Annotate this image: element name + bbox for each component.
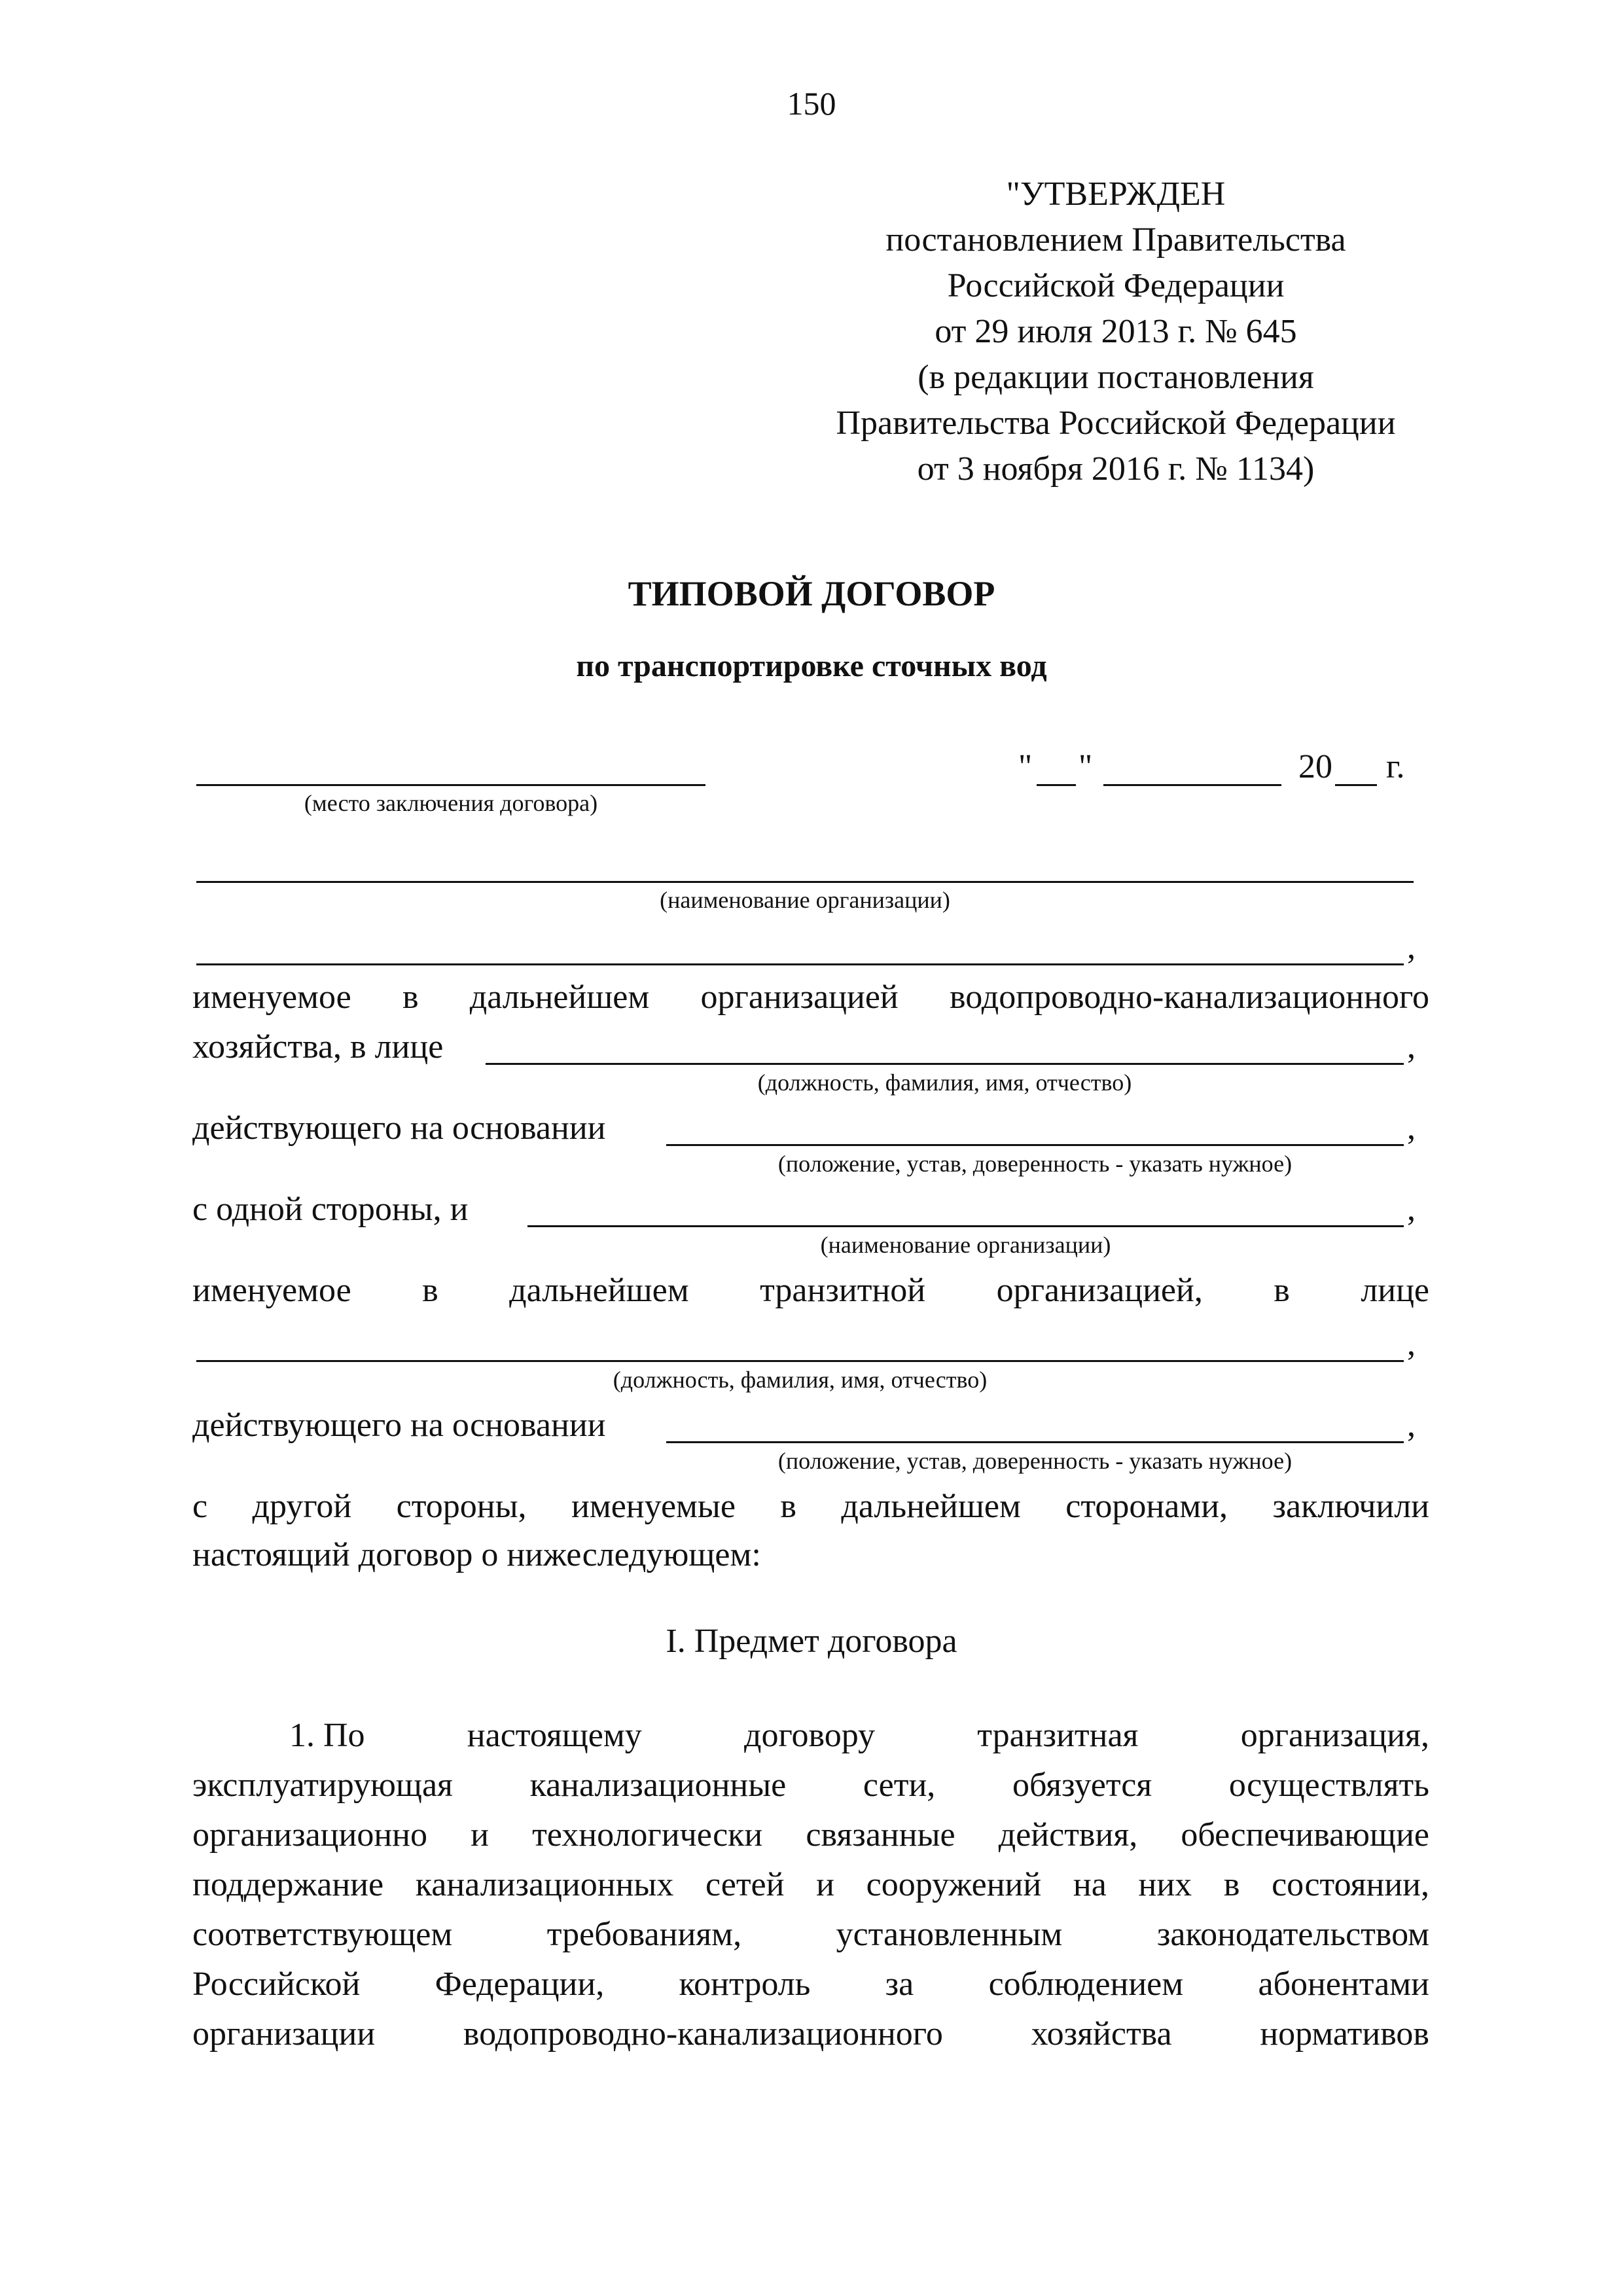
word: хозяйства bbox=[1031, 2015, 1172, 2053]
word: Федерации, bbox=[435, 1965, 605, 2003]
word: водопроводно-канализационного bbox=[463, 2015, 943, 2053]
word: транзитной bbox=[760, 1272, 926, 1309]
acting-basis-label-2: действующего на основании bbox=[192, 1407, 606, 1444]
approval-line: от 29 июля 2013 г. № 645 bbox=[935, 313, 1297, 350]
word: организации bbox=[192, 2015, 376, 2053]
paragraph-line bbox=[192, 1814, 1429, 1856]
person-blank-line bbox=[486, 1063, 1404, 1065]
org-name-continued-line bbox=[196, 963, 1404, 965]
word: транзитная bbox=[977, 1717, 1139, 1754]
word: в bbox=[1274, 1272, 1290, 1309]
approval-block bbox=[766, 171, 1466, 492]
basis-blank-line bbox=[666, 1144, 1404, 1146]
section-heading: I. Предмет договора bbox=[666, 1623, 957, 1660]
approval-line: Российской Федерации bbox=[947, 267, 1285, 304]
word: законодательством bbox=[1156, 1916, 1429, 1953]
word: 1. По bbox=[289, 1717, 365, 1754]
word: за bbox=[885, 1965, 914, 2003]
org-name-blank-line bbox=[196, 881, 1414, 883]
year-blank-line bbox=[1335, 784, 1377, 786]
approval-line: от 3 ноября 2016 г. № 1134) bbox=[917, 450, 1315, 488]
word: соблюдением bbox=[988, 1965, 1184, 2003]
word: стороны, bbox=[396, 1488, 527, 1525]
word: и bbox=[816, 1866, 834, 1903]
word: осуществлять bbox=[1228, 1767, 1429, 1804]
word: технологически bbox=[532, 1816, 763, 1854]
basis-caption: (положение, устав, доверенность - указать нужное) bbox=[777, 1151, 1293, 1177]
place-caption: (место заключения договора) bbox=[304, 790, 598, 816]
word: в bbox=[422, 1272, 438, 1309]
word: контроль bbox=[679, 1965, 811, 2003]
paragraph-line bbox=[289, 1715, 1429, 1757]
month-blank-line bbox=[1103, 784, 1281, 786]
word: Российской bbox=[192, 1965, 361, 2003]
date-quote-close: " bbox=[1079, 748, 1093, 785]
word: действия, bbox=[998, 1816, 1138, 1854]
word: сетей bbox=[705, 1866, 785, 1903]
place-blank-line bbox=[196, 784, 705, 786]
word: организация, bbox=[1240, 1717, 1429, 1754]
word: лице bbox=[1361, 1272, 1429, 1309]
word: сторонами, bbox=[1065, 1488, 1228, 1525]
one-side-label: с одной стороны, и bbox=[192, 1191, 469, 1228]
paragraph-line bbox=[192, 1914, 1429, 1956]
other-side-line-1 bbox=[192, 1486, 1429, 1528]
word: дальнейшем bbox=[469, 978, 650, 1016]
word: настоящему bbox=[467, 1717, 642, 1754]
word: них bbox=[1138, 1866, 1192, 1903]
word: договору bbox=[744, 1717, 876, 1754]
word: другой bbox=[252, 1488, 352, 1525]
word: соответствующем bbox=[192, 1916, 453, 1953]
word: в bbox=[780, 1488, 796, 1525]
word: организационно bbox=[192, 1816, 427, 1854]
word: требованиям, bbox=[546, 1916, 742, 1953]
word: абонентами bbox=[1258, 1965, 1429, 2003]
word: организацией bbox=[700, 978, 899, 1016]
person-caption: (должность, фамилия, имя, отчество) bbox=[757, 1069, 1132, 1096]
comma: , bbox=[1407, 1109, 1416, 1147]
paragraph-line bbox=[192, 1864, 1429, 1906]
document-subtitle: по транспортировке сточных вод bbox=[576, 649, 1047, 683]
year-suffix: г. bbox=[1386, 748, 1405, 785]
org-name-caption: (наименование организации) bbox=[660, 887, 950, 913]
basis-2-caption: (положение, устав, доверенность - указать нужное) bbox=[777, 1448, 1293, 1474]
word: и bbox=[471, 1816, 489, 1854]
word: установленным bbox=[836, 1916, 1063, 1953]
year-prefix: 20 bbox=[1298, 748, 1332, 785]
word: состоянии, bbox=[1272, 1866, 1429, 1903]
other-side-line-2: настоящий договор о нижеследующем: bbox=[192, 1536, 761, 1573]
word: на bbox=[1073, 1866, 1107, 1903]
vk-line-2-prefix: хозяйства, в лице bbox=[192, 1028, 444, 1066]
word: канализационных bbox=[415, 1866, 674, 1903]
word: эксплуатирующая bbox=[192, 1767, 453, 1804]
day-blank-line bbox=[1037, 784, 1076, 786]
org-name-2-caption: (наименование организации) bbox=[820, 1232, 1111, 1258]
document-title: ТИПОВОЙ ДОГОВОР bbox=[628, 574, 995, 613]
word: сети, bbox=[863, 1767, 936, 1804]
vk-line-1 bbox=[192, 977, 1429, 1018]
word: связанные bbox=[806, 1816, 955, 1854]
paragraph-line bbox=[192, 1964, 1429, 2005]
word: именуемое bbox=[192, 1272, 351, 1309]
word: поддержание bbox=[192, 1866, 384, 1903]
acting-basis-label: действующего на основании bbox=[192, 1109, 606, 1147]
transit-line bbox=[192, 1270, 1429, 1312]
word: организацией, bbox=[996, 1272, 1203, 1309]
person-2-caption: (должность, фамилия, имя, отчество) bbox=[613, 1367, 988, 1393]
person-2-blank-line bbox=[196, 1360, 1404, 1362]
word: дальнейшем bbox=[841, 1488, 1021, 1525]
approval-line: Правительства Российской Федерации bbox=[836, 404, 1396, 442]
approval-line: (в редакции постановления bbox=[918, 359, 1314, 396]
word: нормативов bbox=[1260, 2015, 1429, 2053]
word: именуемое bbox=[192, 978, 351, 1016]
approval-line: постановлением Правительства bbox=[885, 221, 1346, 259]
word: заключили bbox=[1272, 1488, 1429, 1525]
comma: , bbox=[1407, 1325, 1416, 1363]
approval-line: "УТВЕРЖДЕН bbox=[1006, 175, 1226, 213]
word: сооружений bbox=[866, 1866, 1042, 1903]
comma: , bbox=[1407, 1407, 1416, 1444]
word: в bbox=[402, 978, 419, 1016]
word: водопроводно-канализационного bbox=[950, 978, 1429, 1016]
comma: , bbox=[1407, 1028, 1416, 1066]
basis-2-blank-line bbox=[666, 1441, 1404, 1443]
word: обязуется bbox=[1012, 1767, 1152, 1804]
paragraph-line bbox=[192, 2013, 1429, 2055]
word: в bbox=[1223, 1866, 1240, 1903]
paragraph-line bbox=[192, 1765, 1429, 1806]
page-number: 150 bbox=[787, 85, 836, 122]
word: дальнейшем bbox=[509, 1272, 689, 1309]
word: канализационные bbox=[529, 1767, 787, 1804]
comma: , bbox=[1407, 929, 1416, 966]
word: обеспечивающие bbox=[1181, 1816, 1429, 1854]
word: именуемые bbox=[571, 1488, 736, 1525]
word: с bbox=[192, 1488, 208, 1525]
comma: , bbox=[1407, 1191, 1416, 1228]
org-name-2-blank-line bbox=[527, 1225, 1404, 1227]
date-quote-open: " bbox=[1018, 748, 1033, 785]
